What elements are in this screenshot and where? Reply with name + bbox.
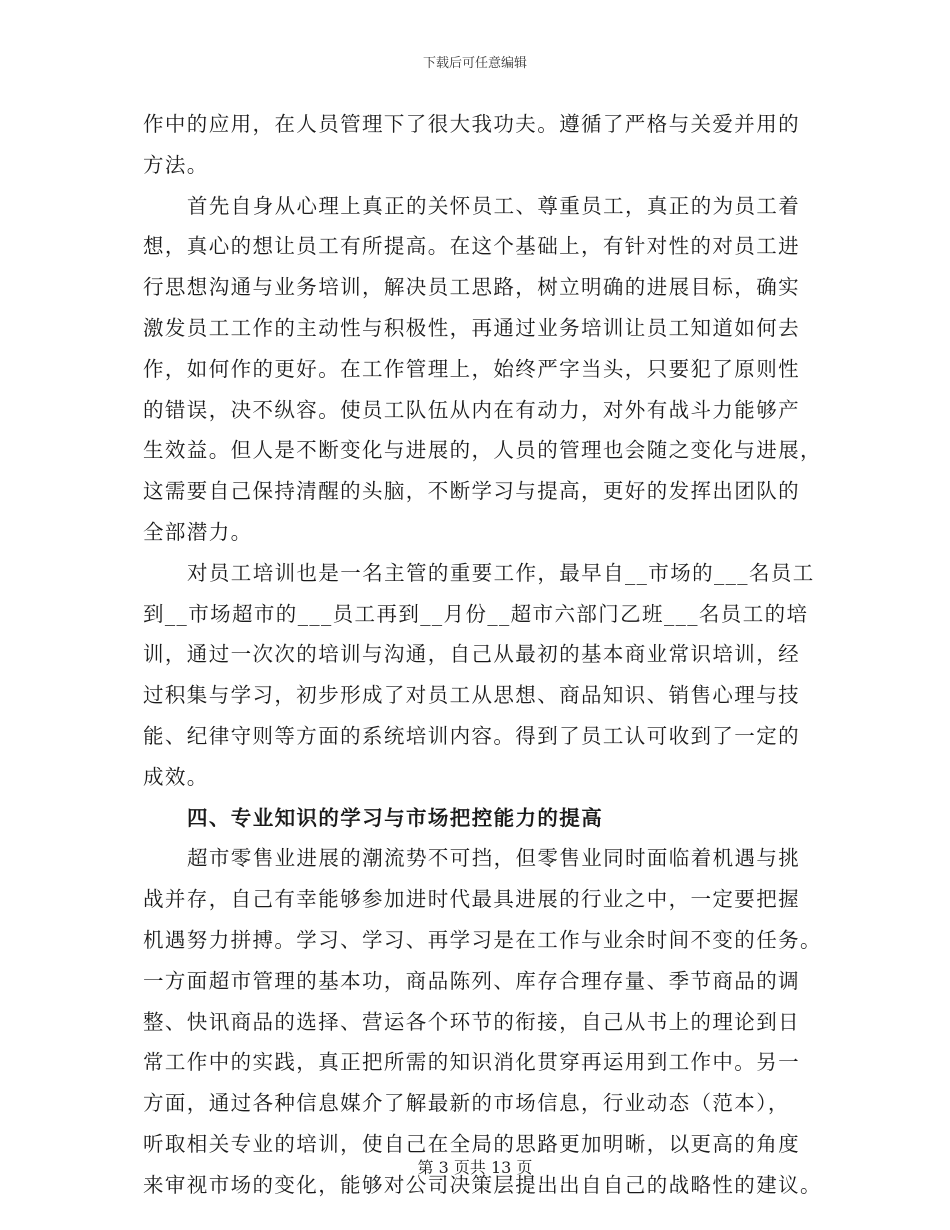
page-header: 下载后可任意编辑	[422, 56, 527, 71]
document-body	[143, 104, 822, 1206]
text-line: 方面，通过各种信息媒介了解最新的市场信息，行业动态（范本），	[143, 1091, 790, 1116]
text-line: 过积集与学习，初步形成了对员工从思想、商品知识、销售心理与技	[143, 683, 800, 708]
text-line: 一方面超市管理的基本功，商品陈列、库存合理存量、季节商品的调	[143, 968, 800, 993]
text-line: 训，通过一次次的培训与沟通，自己从最初的基本商业常识培训，经	[143, 642, 800, 667]
text-line: 能、纪律守则等方面的系统培训内容。得到了员工认可收到了一定的	[143, 723, 800, 748]
heading-text: 四、专业知识的学习与市场把控能力的提高	[187, 805, 604, 830]
text-line: 首先自身从心理上真正的关怀员工、尊重员工，真正的为员工着	[187, 193, 801, 218]
text-line: 作，如何作的更好。在工作管理上，始终严字当头，只要犯了原则性	[143, 356, 800, 381]
paragraph-staff-training	[143, 553, 815, 798]
text-line: 激发员工工作的主动性与积极性，再通过业务培训让员工知道如何去	[143, 315, 800, 340]
page-footer: 第 3 页共 13 页	[417, 1158, 533, 1177]
text-line: 战并存，自己有幸能够参加进时代最具进展的行业之中，一定要把握	[143, 887, 800, 912]
text-line: 到__市场超市的___员工再到__月份__超市六部门乙班___名员工的培	[143, 601, 809, 626]
text-line: 全部潜力。	[143, 519, 253, 544]
text-line: 来审视市场的变化，能够对公司决策层提出出自自己的战略性的建议。	[143, 1172, 822, 1197]
section-heading	[143, 798, 807, 839]
text-line: 方法。	[143, 152, 209, 177]
paragraph-continuation	[143, 104, 807, 186]
text-line: 成效。	[143, 764, 209, 789]
text-line: 作中的应用，在人员管理下了很大我功夫。遵循了严格与关爱并用的	[143, 112, 800, 136]
text-line: 整、快讯商品的选择、营运各个环节的衔接，自己从书上的理论到日	[143, 1009, 800, 1034]
text-line: 常工作中的实践，真正把所需的知识消化贯穿再运用到工作中。另一	[143, 1050, 800, 1075]
text-line: 想，真心的想让员工有所提高。在这个基础上，有针对性的对员工进	[143, 234, 800, 259]
text-line: 的错误，决不纵容。使员工队伍从内在有动力，对外有战斗力能够产	[143, 397, 800, 422]
text-line: 这需要自己保持清醒的头脑，不断学习与提高，更好的发挥出团队的	[143, 479, 800, 504]
text-line: 行思想沟通与业务培训，解决员工思路，树立明确的进展目标，确实	[143, 275, 800, 300]
text-line: 超市零售业进展的潮流势不可挡，但零售业同时面临着机遇与挑	[187, 846, 801, 871]
text-line: 对员工培训也是一名主管的重要工作，最早自__市场的___名员工	[187, 560, 815, 585]
text-line: 听取相关专业的培训，使自己在全局的思路更加明晰，以更高的角度	[143, 1131, 800, 1156]
text-line: 生效益。但人是不断变化与进展的，人员的管理也会随之变化与进展，	[143, 438, 822, 463]
text-line: 机遇努力拼搏。学习、学习、再学习是在工作与业余时间不变的任务。	[143, 927, 822, 952]
paragraph-professional-learning	[143, 838, 822, 1205]
paragraph-staff-care	[143, 186, 822, 553]
